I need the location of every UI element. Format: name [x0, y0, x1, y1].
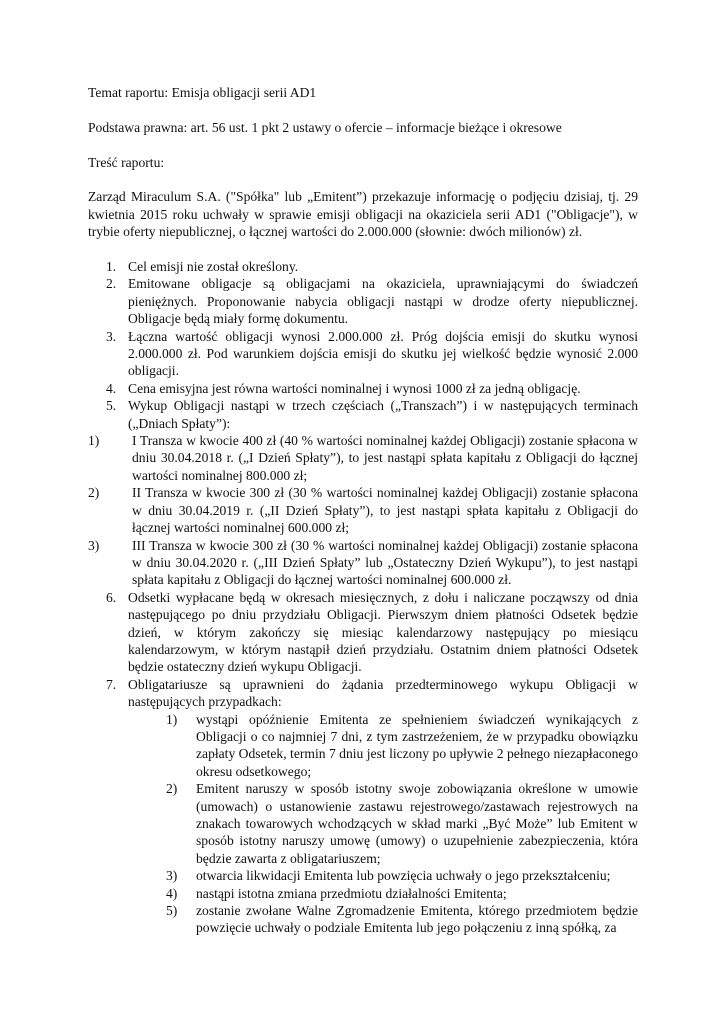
list-item-number: 6.: [106, 589, 117, 605]
case-item: [88, 780, 638, 867]
list-item-number: 7.: [106, 676, 117, 692]
list-item-text: Odsetki wypłacane będą w okresach miesięcznych, z dołu i naliczane począwszy od dnia następującego po dniu przydziału Obligacji. Pierwszym dniem płatności Odsetek będzie dzień, w którym zakończy się miesiąc kalendarzowy następujący po miesiącu kalendarzowym, w którym nastąpił dzień przydziału. Ostatnim dniem płatności Odsetek będzie ostateczny dzień wykupu Obligacji.: [128, 589, 638, 675]
tranche-list: [88, 432, 638, 589]
list-item-text: Emitowane obligacje są obligacjami na okaziciela, uprawniającymi do świadczeń pieniężnych. Proponowanie nabycia obligacji nastąpi w drodze oferty niepublicznej. Obligacje będą miały formę dokumentu.: [128, 276, 638, 327]
list-item-text: Cel emisji nie został określony.: [128, 259, 299, 274]
early-redemption-cases: [88, 711, 638, 937]
tranche-number: 2): [88, 485, 100, 501]
report-document: [88, 84, 638, 937]
case-text: wystąpi opóźnienie Emitenta ze spełnieniem świadczeń wynikających z Obligacji o co najmniej 7 dni, z tym zastrzeżeniem, że w przypadku obowiązku zapłaty Odsetek, termin 7 dniu jest liczony po upływie 2 pełnego niezapłaconego okresu odsetkowego;: [196, 711, 638, 779]
case-number: 1): [166, 711, 178, 727]
list-item: [88, 676, 638, 711]
list-item: [88, 328, 638, 380]
list-item-text: Wykup Obligacji nastąpi w trzech częściach („Transzach”) i w następujących terminach („Dniach Spłaty”):: [128, 398, 638, 431]
tranche-text: I Transza w kwocie 400 zł (40 % wartości nominalnej każdej Obligacji) zostanie spłacona w dniu 30.04.2018 r. („I Dzień Spłaty”), to jest nastąpi spłata kapitału z Obligacji do łącznej wartości nominalnej 800.000 zł;: [132, 433, 638, 483]
list-item: [88, 589, 638, 676]
list-item-text: Cena emisyjna jest równa wartości nominalnej i wynosi 1000 zł za jedną obligację.: [128, 380, 581, 396]
list-item-number: 4.: [106, 380, 117, 396]
list-item: [88, 397, 638, 432]
case-item: [88, 885, 638, 902]
list-item-text: Łączna wartość obligacji wynosi 2.000.000 zł. Próg dojścia emisji do skutku wynosi 2.000.000 zł. Pod warunkiem dojścia emisji do skutku jej wielkość będzie wynosić 2.000 obligacji.: [128, 328, 638, 379]
list-item-number: 5.: [106, 398, 117, 414]
list-item: [88, 275, 638, 327]
tranche-text: II Transza w kwocie 300 zł (30 % wartości nominalnej każdej Obligacji) zostanie spłacona w dniu 30.04.2019 r. („II Dzień Spłaty”), to jest nastąpi spłata kapitału z Obligacji do łącznej wartości nominalnej 600.000 zł;: [132, 485, 638, 536]
case-text: Emitent naruszy w sposób istotny swoje zobowiązania określone w umowie (umowach) o ustanowienie zastawu rejestrowego/zastawach rejestrowych na znakach towarowych wchodzących w skład marki „Być Może” lub Emitent w sposób istotny naruszy umowę (umowy) o uzupełnienie zabezpieczenia, która będzie zawarta z obligatariuszem;: [196, 781, 638, 866]
case-item: [88, 867, 638, 884]
tranche-number: 1): [88, 433, 100, 449]
case-item: [88, 711, 638, 781]
case-number: 5): [166, 903, 178, 919]
tranche-item: [88, 484, 638, 536]
list-item-number: 1.: [106, 259, 117, 274]
tranche-number: 3): [88, 537, 100, 553]
content-label: Treść raportu:: [88, 154, 165, 170]
report-subject: Temat raportu: Emisja obligacji serii AD1: [88, 85, 317, 100]
case-text: zostanie zwołane Walne Zgromadzenie Emitenta, którego przedmiotem będzie powzięcie uchwały o podziale Emitenta lub jego połączeniu z inną spółką, za: [196, 903, 638, 936]
intro-paragraph: Zarząd Miraculum S.A. ("Spółka" lub „Emitent”) przekazuje informację o podjęciu dzisiaj, tj. 29 kwietnia 2015 roku uchwały w sprawie emisji obligacji na okaziciela serii AD1 ("Obligacje"), w trybie oferty niepublicznej, o łącznej wartości do 2.000.000 (słownie: dwóch milionów) zł.: [88, 189, 638, 240]
case-text: nastąpi istotna zmiana przedmiotu działalności Emitenta;: [196, 885, 507, 901]
tranche-item: [88, 432, 638, 484]
list-item: [88, 380, 638, 397]
case-number: 4): [166, 885, 178, 901]
case-number: 3): [166, 868, 178, 884]
case-item: [88, 902, 638, 937]
main-list-part-a: [88, 258, 638, 432]
list-item: [88, 258, 638, 275]
list-item-number: 2.: [106, 276, 117, 292]
case-text: otwarcia likwidacji Emitenta lub powzięcia uchwały o jego przekształceniu;: [196, 868, 611, 884]
list-item-text: Obligatariusze są uprawnieni do żądania przedterminowego wykupu Obligacji w następujących przypadkach:: [128, 676, 638, 710]
tranche-item: [88, 537, 638, 589]
list-item-number: 3.: [106, 328, 117, 344]
legal-basis: Podstawa prawna: art. 56 ust. 1 pkt 2 ustawy o ofercie – informacje bieżące i okresowe: [88, 119, 562, 135]
main-list-part-b: [88, 589, 638, 711]
case-number: 2): [166, 781, 178, 797]
tranche-text: III Transza w kwocie 300 zł (30 % wartości nominalnej każdej Obligacji) zostanie spłacona w dniu 30.04.2020 r. („III Dzień Spłaty” lub „Ostateczny Dzień Wykupu”), to jest nastąpi spłata kapitału z Obligacji do łącznej wartości nominalnej 600.000 zł.: [132, 537, 638, 588]
